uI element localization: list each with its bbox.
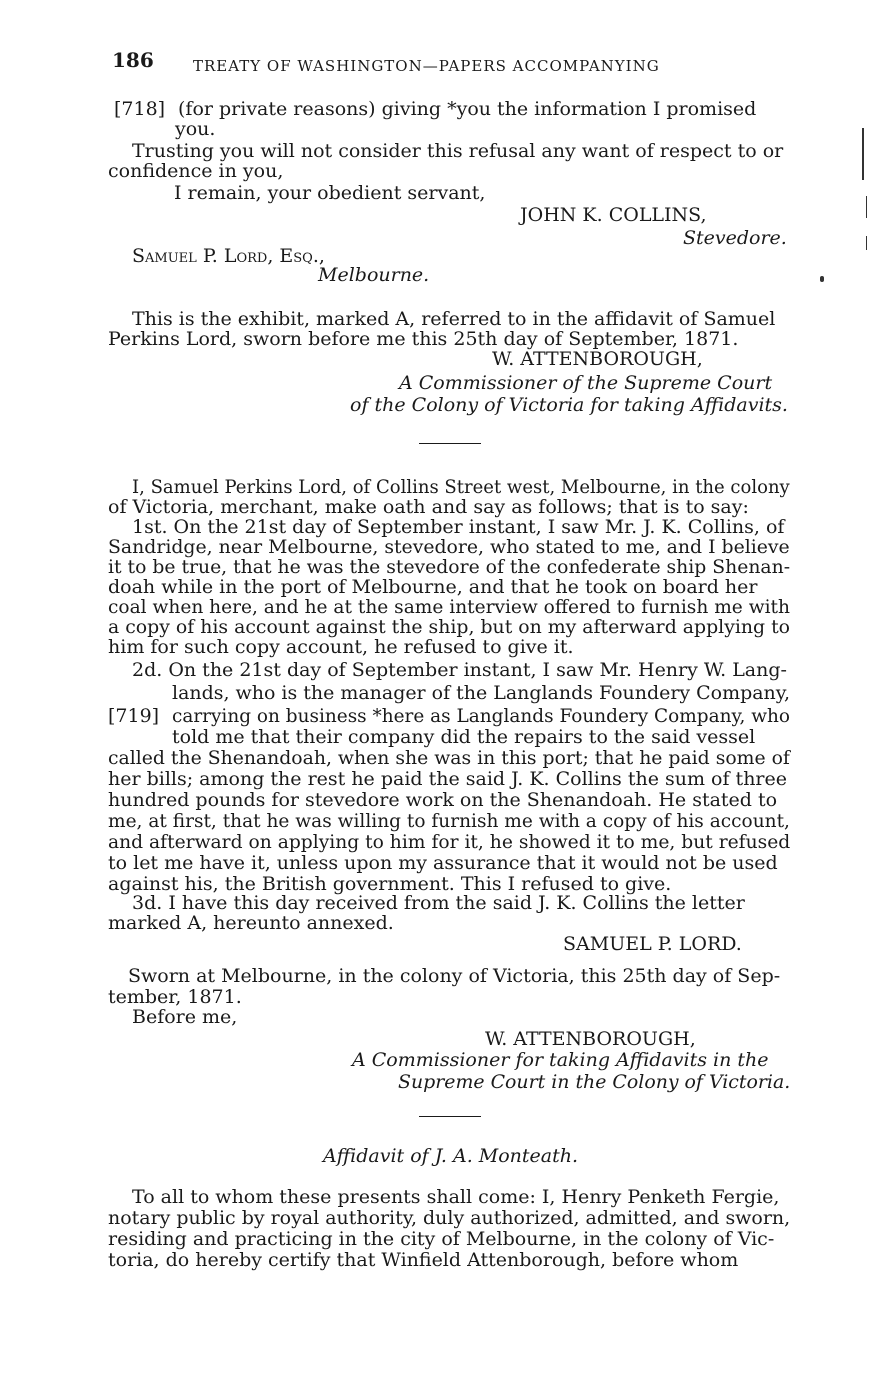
affidavit-line: it to be true, that he was the stevedore of the confederate ship Shenan- [108, 556, 791, 578]
exhibit-title: A Commissioner of the Supreme Court [399, 372, 773, 394]
sworn-line: tember, 1871. [108, 986, 242, 1008]
affidavit-line: him for such copy account, he refused to give it. [108, 636, 574, 658]
affidavit-line: hundred pounds for stevedore work on the Shenandoah. He stated to [108, 789, 778, 811]
certificate-line: notary public by royal authority, duly authorized, admitted, and sworn, [108, 1207, 791, 1229]
margin-mark [866, 236, 867, 250]
affidavit-line: lands, who is the manager of the Langlands Foundery Company, [172, 682, 790, 704]
affidavit-line: carrying on business *here as Langlands Foundery Company, who [172, 705, 791, 727]
exhibit-line: Perkins Lord, sworn before me this 25th day of September, 1871. [108, 328, 739, 350]
page-marker-719: [719] [108, 705, 160, 727]
letter-line: Trusting you will not consider this refusal any want of respect to or [132, 140, 784, 162]
affidavit-line: called the Shenandoah, when she was in this port; that he paid some of [108, 747, 790, 769]
exhibit-signer: W. ATTENBOROUGH, [492, 348, 703, 370]
affidavit-line: a copy of his account against the ship, but on my afterward applying to [108, 616, 791, 638]
affidavit-line: and afterward on applying to him for it, he showed it to me, but refused [108, 831, 791, 853]
letter-signer: JOHN K. COLLINS, [520, 204, 707, 226]
affidavit-line: against his, the British government. This I refused to give. [108, 873, 672, 895]
letter-addressee: Samuel P. Lord, Esq., [132, 245, 325, 267]
affidavit-line: 1st. On the 21st day of September instant, I saw Mr. J. K. Collins, of [132, 516, 785, 538]
affidavit-line: Sandridge, near Melbourne, stevedore, who stated to me, and I believe [108, 536, 790, 558]
exhibit-line: This is the exhibit, marked A, referred to in the affidavit of Samuel [132, 308, 776, 330]
affidavit-line: I, Samuel Perkins Lord, of Collins Street west, Melbourne, in the colony [132, 476, 790, 498]
section-title: Affidavit of J. A. Monteath. [323, 1145, 579, 1167]
affidavit-line: her bills; among the rest he paid the said J. K. Collins the sum of three [108, 768, 787, 790]
affidavit-line: coal when here, and he at the same interview offered to furnish me with [108, 596, 790, 618]
commissioner-title: A Commissioner for taking Affidavits in the [352, 1049, 769, 1071]
letter-line: confidence in you, [108, 160, 284, 182]
commissioner-title: Supreme Court in the Colony of Victoria. [398, 1071, 791, 1093]
exhibit-title: of the Colony of Victoria for taking Affidavits. [350, 394, 788, 416]
margin-mark [866, 196, 867, 218]
certificate-line: To all to whom these presents shall come: I, Henry Penketh Fergie, [132, 1186, 780, 1208]
section-divider [419, 443, 481, 444]
affidavit-line: me, at first, that he was willing to furnish me with a copy of his account, [108, 810, 790, 832]
affidavit-line: 2d. On the 21st day of September instant, I saw Mr. Henry W. Lang- [132, 659, 787, 681]
letter-line: (for private reasons) giving *you the information I promised [178, 98, 757, 120]
letter-signer-title: Stevedore. [683, 227, 787, 249]
affidavit-line: doah while in the port of Melbourne, and that he took on board her [108, 576, 758, 598]
affidavit-line: of Victoria, merchant, make oath and say as follows; that is to say: [108, 496, 749, 518]
letter-addressee-place: Melbourne. [318, 264, 430, 286]
affidavit-line: marked A, hereunto annexed. [108, 912, 394, 934]
affidavit-signer: SAMUEL P. LORD. [563, 933, 742, 955]
affidavit-line: 3d. I have this day received from the said J. K. Collins the letter [132, 892, 745, 914]
margin-speck [820, 276, 824, 282]
certificate-line: toria, do hereby certify that Winfield Attenborough, before whom [108, 1249, 739, 1271]
before-me: Before me, [132, 1006, 238, 1028]
margin-mark [862, 128, 864, 180]
section-divider [419, 1116, 481, 1117]
certificate-line: residing and practicing in the city of Melbourne, in the colony of Vic- [108, 1228, 775, 1250]
letter-line: you. [175, 118, 216, 140]
page-marker-718: [718] [114, 98, 166, 120]
page-number: 186 [112, 48, 154, 72]
affidavit-line: to let me have it, unless upon my assurance that it would not be used [108, 852, 778, 874]
affidavit-line: told me that their company did the repairs to the said vessel [172, 726, 756, 748]
commissioner-name: W. ATTENBOROUGH, [485, 1028, 696, 1050]
running-title: TREATY OF WASHINGTON—PAPERS ACCOMPANYING [193, 57, 660, 75]
letter-closing: I remain, your obedient servant, [174, 182, 486, 204]
sworn-line: Sworn at Melbourne, in the colony of Victoria, this 25th day of Sep- [128, 965, 781, 987]
